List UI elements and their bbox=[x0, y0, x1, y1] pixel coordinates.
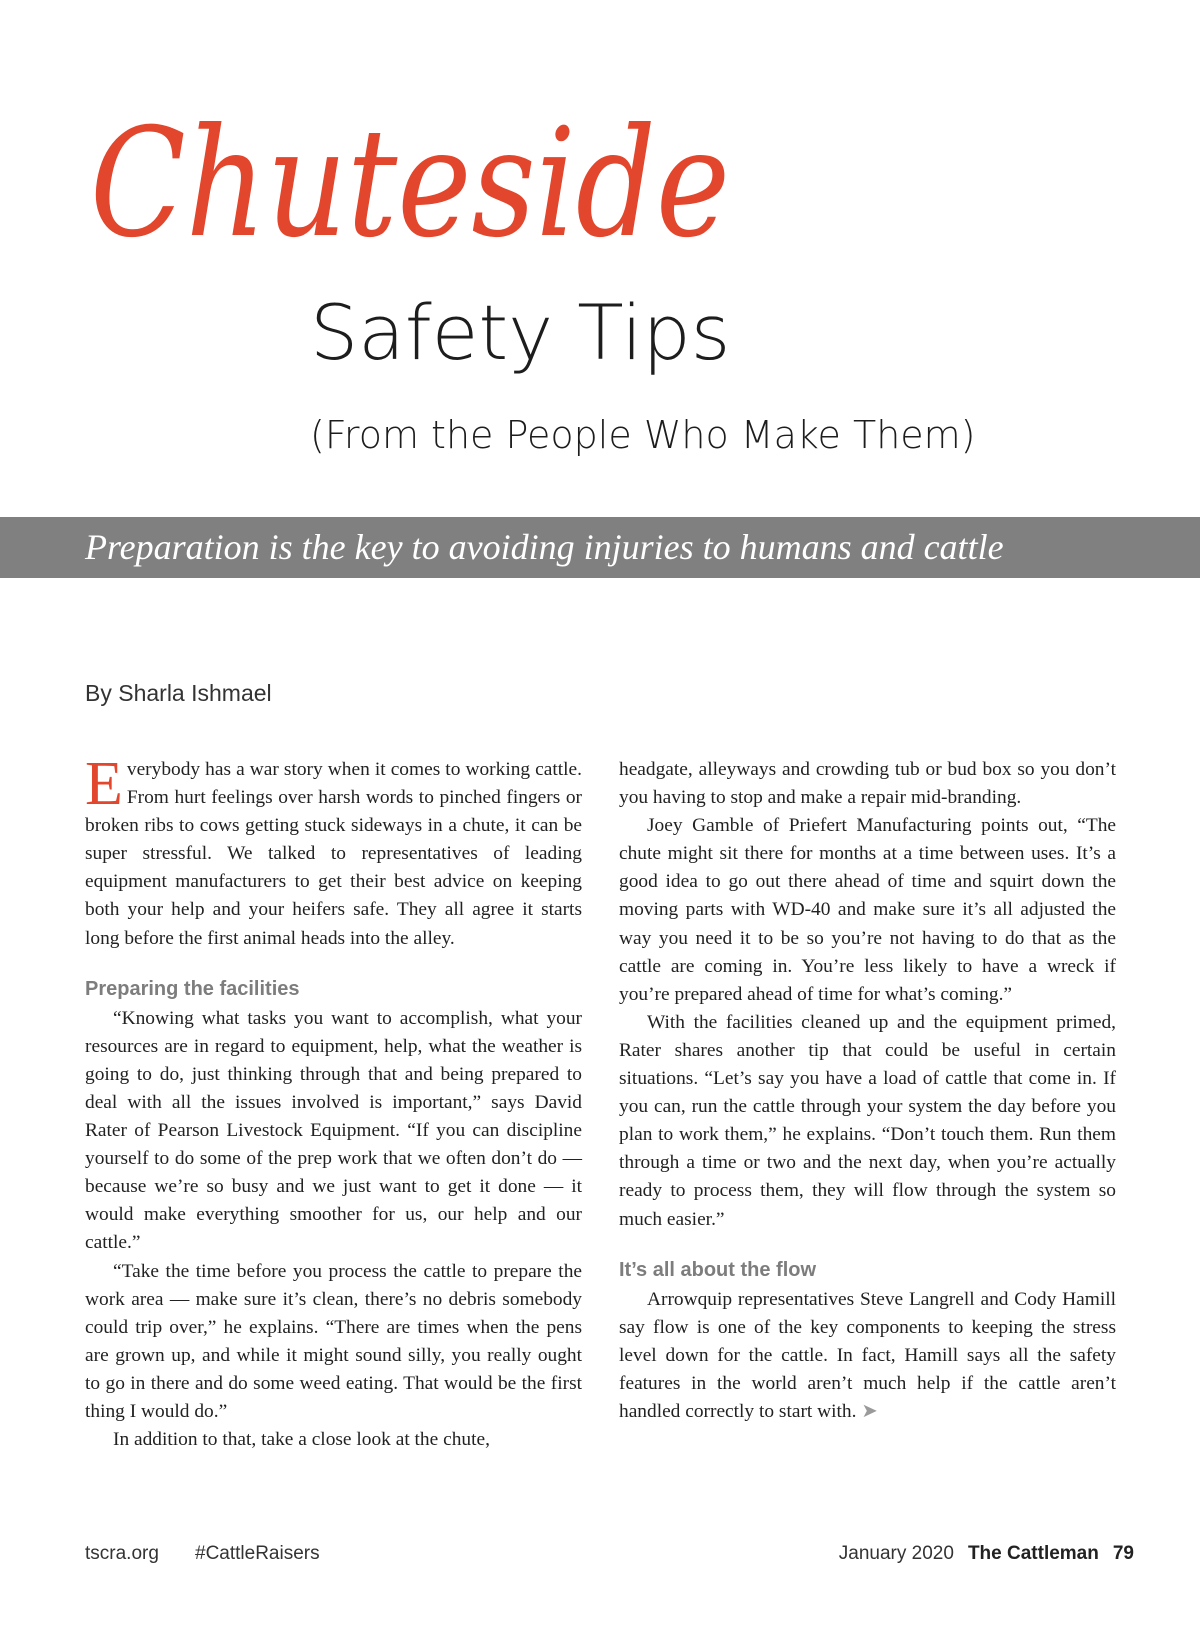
section-heading: It’s all about the flow bbox=[619, 1258, 817, 1281]
paragraph bbox=[619, 1286, 1116, 1426]
paragraph: In addition to that, take a close look at the chute, bbox=[113, 1429, 490, 1451]
chuteside-script-title bbox=[86, 75, 786, 275]
paragraph-text: verybody has a war story when it comes to working cattle. From hurt feelings over harsh words to pinched fingers or broken ribs to cows getting stuck sideways in a chute, it can be super stressful. We talked to representatives of leading equipment manufacturers to get their best advice on keeping both your help and your heifers safe. They all agree it starts long before the first animal heads into the alley. bbox=[85, 759, 582, 949]
page-number: 79 bbox=[1112, 1543, 1134, 1564]
article-column-right bbox=[619, 756, 1116, 1426]
deck-text: Preparation is the key to avoiding injuries to humans and cattle bbox=[85, 527, 1004, 567]
paragraph: With the facilities cleaned up and the equipment primed, Rater shares another tip that could be useful in certain situations. “Let’s say you have a load of cattle that come in. If you can, run the cattle through your system the day before you plan to work them,” he explains. “Don’t touch them. Run them through a time or two and the next day, when you’re actually ready to process them, they will flow through the system so much easier.” bbox=[619, 1011, 1116, 1230]
page-footer bbox=[0, 1543, 1200, 1573]
footer-hashtag: #CattleRaisers bbox=[195, 1543, 320, 1564]
byline: By Sharla Ishmael bbox=[85, 680, 272, 706]
paragraph bbox=[85, 750, 582, 953]
paragraph: Joey Gamble of Priefert Manufacturing points out, “The chute might sit there for months at a time between uses. It’s a good idea to go out there ahead of time and squirt down the moving parts with WD-40 and make sure it’s all adjusted the way you need it to be so you’re not having to do that as the cattle are coming in. You’re less likely to have a wreck if you’re prepared ahead of time for what’s coming.” bbox=[619, 815, 1116, 1005]
footer-folio bbox=[839, 1543, 1134, 1565]
script-title-text: Chuteside bbox=[90, 97, 730, 271]
footer-publication: The Cattleman bbox=[967, 1543, 1099, 1564]
paragraph: “Knowing what tasks you want to accomplish, what your resources are in regard to equipment, help, what the weather is going to do, just thinking through that and being prepared to deal with all the issues involved is important,” says David Rater of Pearson Livestock Equipment. “If you can discipline yourself to do some of the prep work that we often don’t do — because we’re so busy and we just want to get it done — it would make everything smoother for us, our help and our cattle.” bbox=[85, 1007, 582, 1254]
article-column-left bbox=[85, 750, 582, 1454]
paragraph: “Take the time before you process the cattle to prepare the work area — make sure it’s clean, there’s no debris somebody could trip over,” he explains. “There are times when the pens are grown up, and while it might sound silly, you really ought to go in there and do some weed eating. That would be the first thing I would do.” bbox=[85, 1260, 582, 1422]
section-heading: Preparing the facilities bbox=[85, 977, 300, 1000]
footer-site-link[interactable]: tscra.org bbox=[85, 1543, 159, 1564]
footer-date: January 2020 bbox=[838, 1543, 954, 1564]
drop-cap: E bbox=[85, 750, 123, 818]
sub-title: (From the People Who Make Them) bbox=[310, 413, 976, 457]
main-title: Safety Tips bbox=[310, 288, 731, 377]
paragraph: headgate, alleyways and crowding tub or bud box so you don’t you having to stop and make a repair mid-branding. bbox=[619, 759, 1116, 809]
continue-arrow-icon: ➤ bbox=[861, 1400, 878, 1422]
deck-banner bbox=[0, 517, 1200, 578]
paragraph-text: Arrowquip representatives Steve Langrell and Cody Hamill say flow is one of the key components to keeping the stress level down for the cattle. In fact, Hamill says all the safety features in the world aren’t much help if the cattle aren’t handled correctly to start with. bbox=[619, 1288, 1116, 1422]
